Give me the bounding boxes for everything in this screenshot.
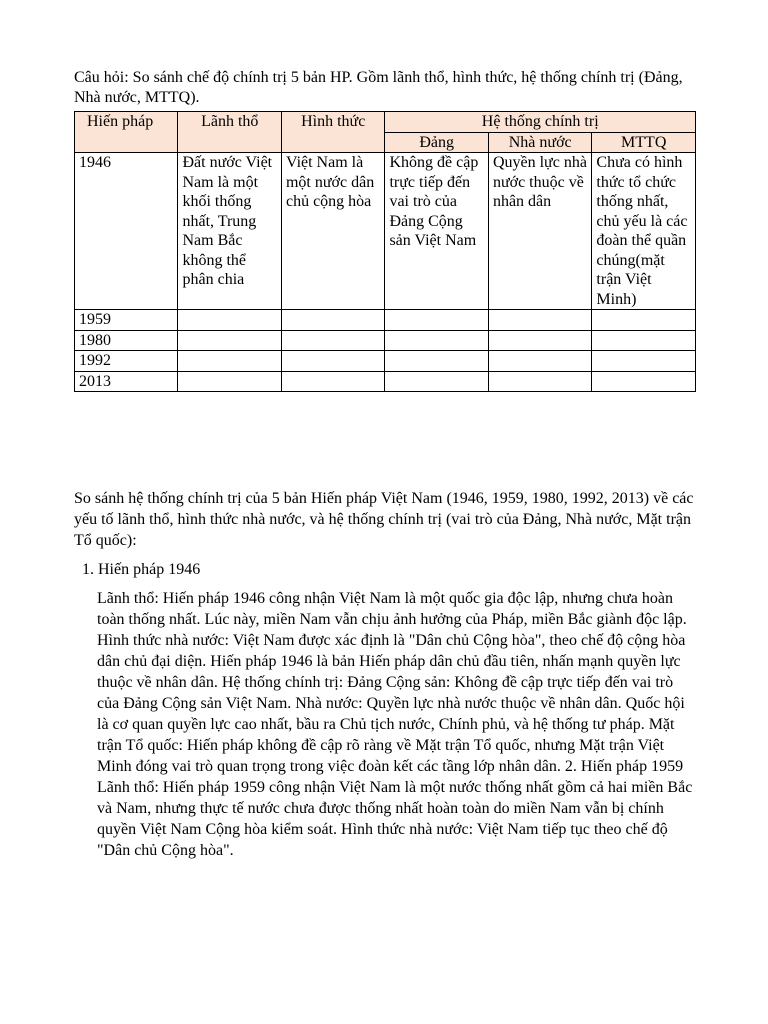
cell-mttq: [592, 371, 696, 392]
cell-year: 1946: [75, 153, 178, 310]
cell-dang: [385, 351, 488, 372]
table-row: [75, 153, 696, 310]
table-row: [75, 330, 696, 351]
list-item: 1. Hiến pháp 1946: [98, 559, 696, 580]
cell-dang: Không đề cập trực tiếp đến vai trò của Đảng Cộng sản Việt Nam: [385, 153, 488, 310]
cell-lanh-tho: [178, 371, 281, 392]
cell-nha-nuoc: [488, 351, 591, 372]
header-hien-phap: Hiến pháp: [75, 112, 178, 153]
cell-nha-nuoc: Quyền lực nhà nước thuộc về nhân dân: [488, 153, 591, 310]
body-paragraph: Lãnh thổ: Hiến pháp 1946 công nhận Việt Nam là một quốc gia độc lập, nhưng chưa hoàn toàn thống nhất. Lúc này, miền Nam vẫn chịu ảnh hưởng của Pháp, miền Bắc giành độc lập. Hình thức nhà nước: Việt Nam được xác định là "Dân chủ Cộng hòa", theo chế độ cộng hòa dân chủ đại diện. Hiến pháp 1946 là bản Hiến pháp dân chủ đầu tiên, nhấn mạnh quyền lực thuộc về nhân dân. Hệ thống chính trị: Đảng Cộng sản: Không đề cập trực tiếp đến vai trò của Đảng Cộng sản Việt Nam. Nhà nước: Quyền lực nhà nước thuộc về nhân dân. Quốc hội là cơ quan quyền lực cao nhất, bầu ra Chủ tịch nước, Chính phủ, và hệ thống tư pháp. Mặt trận Tổ quốc: Hiến pháp không đề cập rõ ràng về Mặt trận Tổ quốc, nhưng Mặt trận Việt Minh đóng vai trò quan trọng trong việc đoàn kết các tầng lớp nhân dân. 2. Hiến pháp 1959 Lãnh thổ: Hiến pháp 1959 công nhận Việt Nam là một nước thống nhất gồm cả hai miền Bắc và Nam, nhưng thực tế nước chưa được thống nhất hoàn toàn do miền Nam vẫn bị chính quyền Việt Nam Cộng hòa kiểm soát. Hình thức nhà nước: Việt Nam tiếp tục theo chế độ "Dân chủ Cộng hòa".: [97, 590, 693, 859]
cell-hinh-thuc: Việt Nam là một nước dân chủ cộng hòa: [281, 153, 384, 310]
header-dang: Đảng: [385, 132, 488, 153]
cell-hinh-thuc: [281, 351, 384, 372]
cell-dang: [385, 310, 488, 331]
cell-lanh-tho: [178, 351, 281, 372]
table-row: [75, 310, 696, 331]
header-hinh-thuc: Hình thức: [281, 112, 384, 153]
question-text: Câu hỏi: So sánh chế độ chính trị 5 bản HP. Gồm lãnh thổ, hình thức, hệ thống chính trị (Đảng, Nhà nước, MTTQ).: [74, 69, 683, 106]
cell-dang: [385, 371, 488, 392]
cell-nha-nuoc: [488, 371, 591, 392]
cell-hinh-thuc: [281, 371, 384, 392]
cell-dang: [385, 330, 488, 351]
cell-mttq: [592, 351, 696, 372]
intro-paragraph: So sánh hệ thống chính trị của 5 bản Hiến pháp Việt Nam (1946, 1959, 1980, 1992, 2013) về các yếu tố lãnh thổ, hình thức nhà nước, và hệ thống chính trị (vai trò của Đảng, Nhà nước, Mặt trận Tổ quốc):: [74, 490, 694, 549]
header-he-thong-label: Hệ thống chính trị: [481, 113, 599, 130]
cell-year: 1992: [75, 351, 178, 372]
cell-nha-nuoc: [488, 330, 591, 351]
table-row: [75, 371, 696, 392]
cell-lanh-tho: Đất nước Việt Nam là một khối thống nhất, Trung Nam Bắc không thể phân chia: [178, 153, 281, 310]
cell-year: 1980: [75, 330, 178, 351]
comparison-table: [74, 111, 696, 392]
cell-mttq: [592, 330, 696, 351]
cell-lanh-tho: [178, 310, 281, 331]
cell-hinh-thuc: [281, 330, 384, 351]
header-lanh-tho: Lãnh thổ: [178, 112, 281, 153]
header-mttq: MTTQ: [592, 132, 696, 153]
cell-mttq: Chưa có hình thức tổ chức thống nhất, chủ yếu là các đoàn thể quần chúng(mặt trận Việt Minh): [592, 153, 696, 310]
cell-nha-nuoc: [488, 310, 591, 331]
cell-year: 1959: [75, 310, 178, 331]
spacer: [74, 392, 696, 488]
cell-hinh-thuc: [281, 310, 384, 331]
cell-lanh-tho: [178, 330, 281, 351]
cell-mttq: [592, 310, 696, 331]
cell-year: 2013: [75, 371, 178, 392]
header-nha-nuoc: Nhà nước: [488, 132, 591, 153]
numbered-list: [74, 559, 696, 580]
header-he-thong: [385, 112, 696, 133]
table-row: [75, 351, 696, 372]
document-page: [74, 68, 696, 861]
